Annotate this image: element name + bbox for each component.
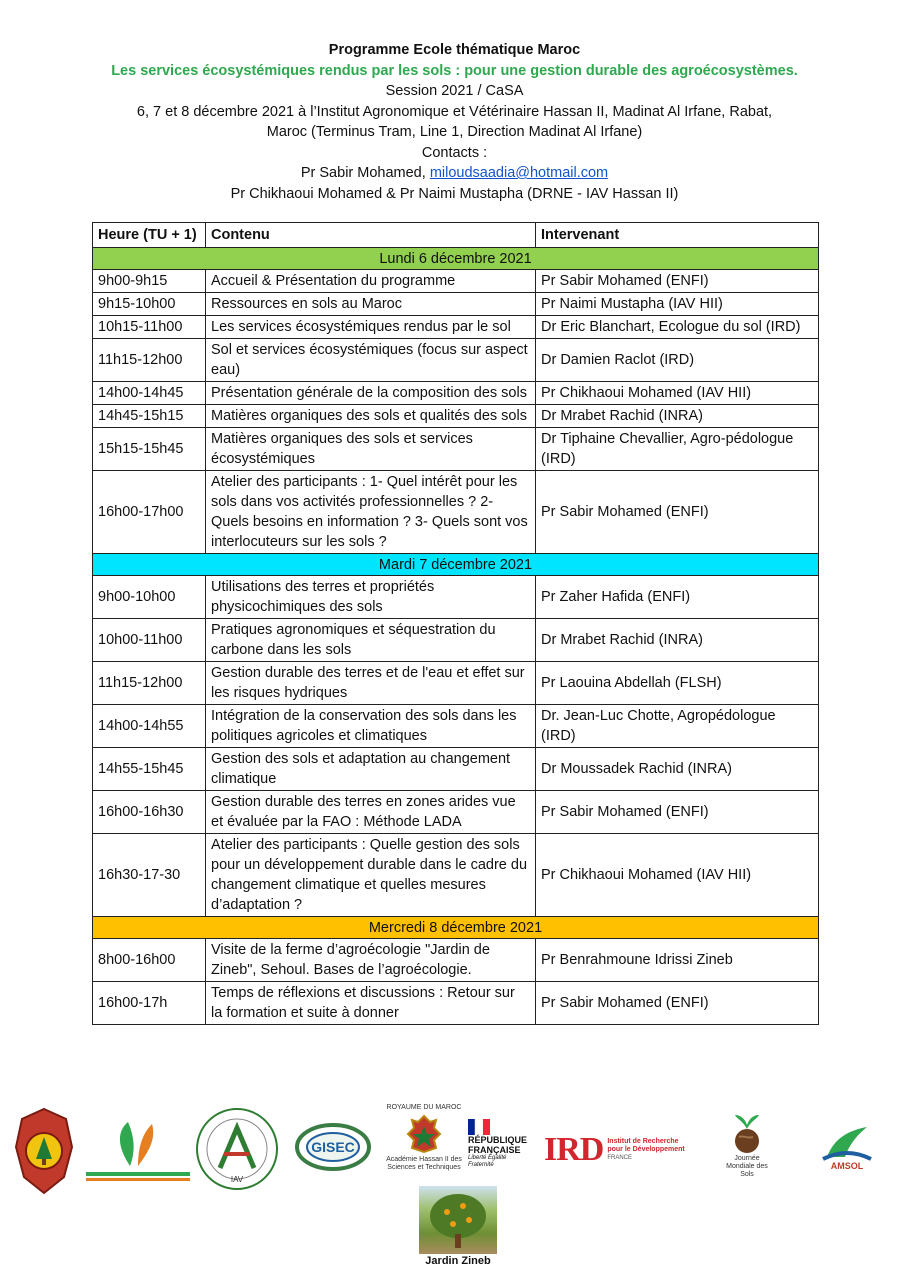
ird-full-name: Institut de Recherche pour le Développement — [607, 1138, 685, 1153]
place-line-1: 6, 7 et 8 décembre 2021 à l’Institut Agronomique et Vétérinaire Hassan II, Madinat Al Irfane, Rabat, — [136, 103, 773, 120]
iav-icon — [194, 1106, 280, 1192]
enfi-emblem-logo — [10, 1106, 78, 1196]
cell-content: Les services écosystémiques rendus par le sol — [206, 316, 536, 339]
rf-motto: Liberté Égalité Fraternité — [468, 1155, 507, 1168]
cell-content: Matières organiques des sols et services écosystémiques — [206, 428, 536, 471]
table-row — [93, 293, 819, 316]
cell-speaker: Pr Zaher Hafida (ENFI) — [536, 576, 819, 619]
contact-1-name: Pr Sabir Mohamed, — [300, 165, 430, 181]
header-speaker: Intervenant — [536, 223, 819, 248]
cell-speaker: Pr Sabir Mohamed (ENFI) — [536, 471, 819, 554]
academie-text: Académie Hassan II des Sciences et Techniques — [386, 1156, 462, 1171]
cell-content: Temps de réflexions et discussions : Retour sur la formation et suite à donner — [206, 982, 536, 1025]
partner-logos — [0, 1098, 909, 1280]
cell-speaker: Pr Chikhaoui Mohamed (IAV HII) — [536, 834, 819, 917]
cell-content: Atelier des participants : 1- Quel intérêt pour les sols dans vos activités professionnelles ? 2- Quels besoins en information ? 3- Quels sont vos interlocuteurs sur les sols ? — [206, 471, 536, 554]
table-row — [93, 382, 819, 405]
cell-time: 8h00-16h00 — [93, 939, 206, 982]
cell-content: Accueil & Présentation du programme — [206, 270, 536, 293]
cell-content: Pratiques agronomiques et séquestration du carbone dans les sols — [206, 619, 536, 662]
cell-time: 15h15-15h45 — [93, 428, 206, 471]
table-row — [93, 939, 819, 982]
cell-content: Sol et services écosystémiques (focus sur aspect eau) — [206, 339, 536, 382]
day-label: Lundi 6 décembre 2021 — [93, 248, 819, 270]
cell-content: Matières organiques des sols et qualités des sols — [206, 405, 536, 428]
cell-speaker: Pr Sabir Mohamed (ENFI) — [536, 791, 819, 834]
french-flag-icon — [468, 1119, 490, 1135]
cell-speaker: Pr Naimi Mustapha (IAV HII) — [536, 293, 819, 316]
table-row — [93, 339, 819, 382]
amsol-leaf-icon — [819, 1121, 875, 1161]
contact-email-link[interactable]: miloudsaadia@hotmail.com — [429, 165, 609, 181]
cell-content: Gestion durable des terres et de l'eau et effet sur les risques hydriques — [206, 662, 536, 705]
table-row — [93, 834, 819, 917]
table-row — [93, 405, 819, 428]
program-subtitle: Les services écosystémiques rendus par les sols : pour une gestion durable des agroécosystèmes. — [111, 62, 798, 79]
jardin-zineb-photo — [419, 1186, 497, 1254]
cell-speaker: Dr. Jean-Luc Chotte, Agropédologue (IRD) — [536, 705, 819, 748]
cell-time: 10h15-11h00 — [93, 316, 206, 339]
cell-speaker: Pr Sabir Mohamed (ENFI) — [536, 982, 819, 1025]
table-row — [93, 316, 819, 339]
rf-line-2: FRANÇAISE — [468, 1145, 521, 1155]
academie-hassan-ii-logo — [384, 1104, 464, 1192]
table-header-row — [93, 223, 819, 248]
cell-speaker: Dr Damien Raclot (IRD) — [536, 339, 819, 382]
cell-speaker: Pr Sabir Mohamed (ENFI) — [536, 270, 819, 293]
cell-time: 14h55-15h45 — [93, 748, 206, 791]
document-header — [0, 40, 909, 204]
table-row — [93, 619, 819, 662]
cell-time: 16h00-17h — [93, 982, 206, 1025]
program-table-body — [93, 248, 819, 1025]
svg-text:GISEC: GISEC — [311, 1139, 355, 1155]
cell-speaker: Dr Mrabet Rachid (INRA) — [536, 619, 819, 662]
ird-text: IRD — [544, 1131, 604, 1168]
gisec-eye-icon — [293, 1119, 373, 1175]
cell-content: Présentation générale de la composition des sols — [206, 382, 536, 405]
table-row — [93, 748, 819, 791]
cell-time: 9h15-10h00 — [93, 293, 206, 316]
program-title: Programme Ecole thématique Maroc — [328, 42, 581, 58]
contact-1 — [0, 163, 909, 184]
journee-text: Journée Mondiale des Sols — [726, 1155, 768, 1178]
republique-francaise-logo — [468, 1112, 538, 1176]
cell-time: 16h00-16h30 — [93, 791, 206, 834]
ird-country: FRANCE — [607, 1155, 633, 1161]
cell-speaker: Pr Laouina Abdellah (FLSH) — [536, 662, 819, 705]
cell-speaker: Dr Eric Blanchart, Ecologue du sol (IRD) — [536, 316, 819, 339]
cell-time: 16h00-17h00 — [93, 471, 206, 554]
cell-time: 14h00-14h45 — [93, 382, 206, 405]
day-label: Mercredi 8 décembre 2021 — [93, 917, 819, 939]
cell-content: Intégration de la conservation des sols dans les politiques agricoles et climatiques — [206, 705, 536, 748]
table-row — [93, 270, 819, 293]
royal-crest-icon — [402, 1112, 446, 1156]
contacts-label: Contacts : — [421, 144, 488, 161]
session-line: Session 2021 / CaSA — [385, 83, 524, 99]
table-row — [93, 576, 819, 619]
amsol-logo — [808, 1112, 886, 1180]
contact-2: Pr Chikhaoui Mohamed & Pr Naimi Mustapha (DRNE - IAV Hassan II) — [230, 185, 679, 202]
cell-speaker: Pr Chikhaoui Mohamed (IAV HII) — [536, 382, 819, 405]
cell-time: 16h30-17-30 — [93, 834, 206, 917]
journee-mondiale-sols-logo — [716, 1108, 778, 1182]
cell-speaker: Dr Moussadek Rachid (INRA) — [536, 748, 819, 791]
cell-speaker: Dr Mrabet Rachid (INRA) — [536, 405, 819, 428]
table-row — [93, 428, 819, 471]
table-row — [93, 471, 819, 554]
header-content: Contenu — [206, 223, 536, 248]
orange-tree-icon — [419, 1186, 497, 1254]
day-label: Mardi 7 décembre 2021 — [93, 554, 819, 576]
inra-logo — [82, 1104, 194, 1194]
royaume-text: ROYAUME DU MAROC — [386, 1104, 462, 1111]
svg-text:IAV: IAV — [230, 1175, 244, 1184]
amsol-text: AMSOL — [830, 1161, 864, 1171]
inra-leaf-icon — [108, 1118, 168, 1170]
iav-hassan-ii-logo — [192, 1104, 282, 1194]
table-row — [93, 791, 819, 834]
cell-content: Visite de la ferme d’agroécologie "Jardin de Zineb", Sehoul. Bases de l’agroécologie. — [206, 939, 536, 982]
cell-time: 11h15-12h00 — [93, 339, 206, 382]
emblem-icon — [12, 1107, 76, 1195]
rf-line-1: RÉPUBLIQUE — [468, 1135, 528, 1145]
jardin-zineb-caption: Jardin Zineb — [425, 1255, 491, 1267]
cell-time: 14h00-14h55 — [93, 705, 206, 748]
cell-content: Utilisations des terres et propriétés physicochimiques des sols — [206, 576, 536, 619]
cell-speaker: Pr Benrahmoune Idrissi Zineb — [536, 939, 819, 982]
cell-time: 9h00-10h00 — [93, 576, 206, 619]
table-row — [93, 982, 819, 1025]
cell-content: Atelier des participants : Quelle gestion des sols pour un développement durable dans le cadre du changement climatique et quelles mesures d’adaptation ? — [206, 834, 536, 917]
day-header-row — [93, 248, 819, 270]
cell-content: Gestion des sols et adaptation au changement climatique — [206, 748, 536, 791]
program-table — [92, 222, 819, 1025]
cell-time: 11h15-12h00 — [93, 662, 206, 705]
globe-plant-icon — [729, 1111, 765, 1155]
day-header-row — [93, 917, 819, 939]
cell-content: Gestion durable des terres en zones arides vue et évaluée par la FAO : Méthode LADA — [206, 791, 536, 834]
place-line-2: Maroc (Terminus Tram, Line 1, Direction Madinat Al Irfane) — [266, 124, 643, 140]
cell-speaker: Dr Tiphaine Chevallier, Agro-pédologue (IRD) — [536, 428, 819, 471]
gisec-logo — [292, 1118, 374, 1176]
cell-content: Ressources en sols au Maroc — [206, 293, 536, 316]
cell-time: 10h00-11h00 — [93, 619, 206, 662]
cell-time: 14h45-15h15 — [93, 405, 206, 428]
cell-time: 9h00-9h15 — [93, 270, 206, 293]
table-row — [93, 705, 819, 748]
ird-logo — [544, 1122, 696, 1178]
table-row — [93, 662, 819, 705]
day-header-row — [93, 554, 819, 576]
header-time: Heure (TU + 1) — [93, 223, 206, 248]
